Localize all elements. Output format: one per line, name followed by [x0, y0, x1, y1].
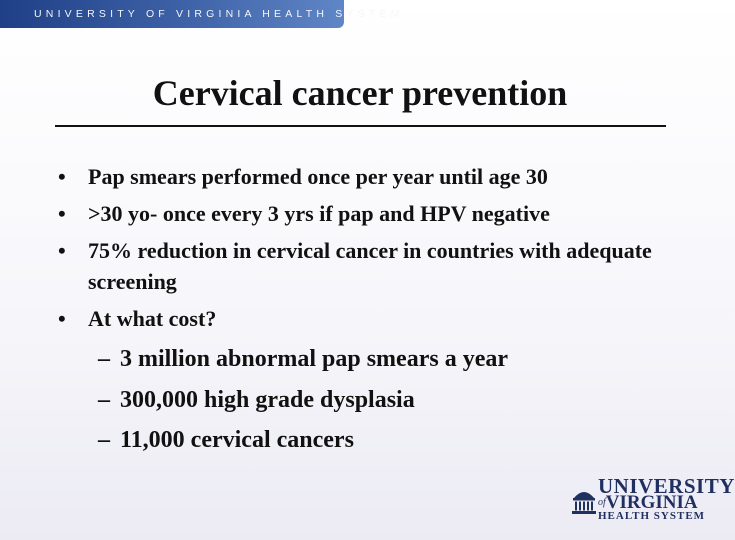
logo-of: of: [598, 497, 606, 508]
sub-bullet-marker: –: [98, 427, 110, 453]
sub-bullet-text: 11,000 cervical cancers: [120, 427, 354, 453]
bullet-text: At what cost?: [88, 306, 217, 331]
logo-virginia-word: VIRGINIA: [605, 492, 698, 513]
bullet-item: [58, 198, 668, 229]
sub-bullet-item: [98, 383, 658, 417]
bullet-text: Pap smears performed once per year until age 30: [88, 164, 548, 189]
banner-text: UNIVERSITY OF VIRGINIA HEALTH SYSTEM: [34, 8, 404, 20]
sub-bullet-marker: –: [98, 386, 110, 413]
title-divider: [55, 125, 666, 127]
slide-title: Cervical cancer prevention: [152, 73, 568, 113]
logo-university: UNIVERSITY: [598, 474, 735, 498]
sub-bullet-marker: –: [98, 346, 110, 372]
rotunda-icon: [572, 484, 596, 514]
header-banner: [0, 0, 404, 28]
sub-bullet-text: 300,000 high grade dysplasia: [120, 386, 415, 413]
sub-bullet-item: [98, 423, 658, 457]
bullet-marker: •: [58, 306, 66, 331]
bullet-list: [58, 161, 668, 340]
bullet-item: [58, 303, 668, 334]
bullet-text: >30 yo- once every 3 yrs if pap and HPV negative: [88, 201, 550, 226]
bullet-item: [58, 235, 668, 297]
bullet-text: 75% reduction in cervical cancer in countries with adequate screening: [88, 238, 652, 294]
logo-health-system: HEALTH SYSTEM: [598, 510, 706, 522]
sub-bullet-list: [98, 342, 658, 464]
sub-bullet-item: [98, 342, 658, 376]
bullet-marker: •: [58, 164, 66, 189]
bullet-item: [58, 161, 668, 192]
sub-bullet-text: 3 million abnormal pap smears a year: [120, 346, 508, 372]
uva-health-logo: [572, 474, 735, 524]
bullet-marker: •: [58, 238, 66, 263]
bullet-marker: •: [58, 201, 66, 226]
